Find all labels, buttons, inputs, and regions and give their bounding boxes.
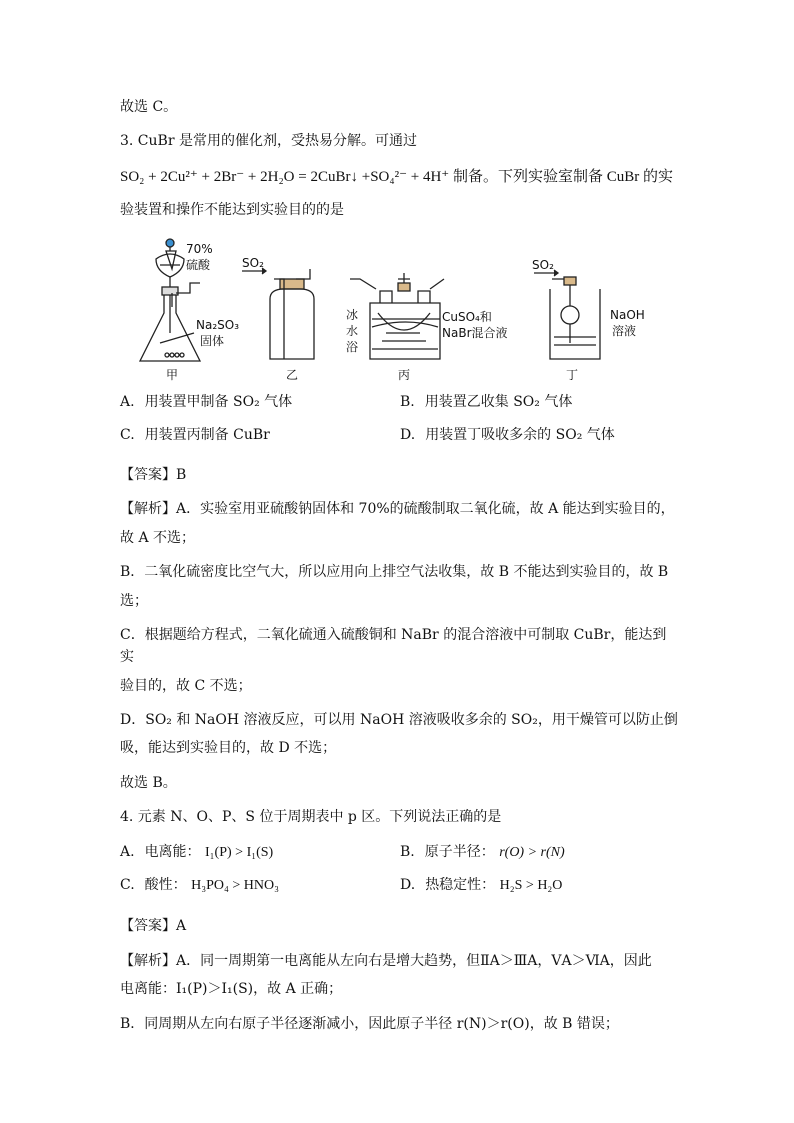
q4-analysis-line: 【解析】A．同一周期第一电离能从左向右是增大趋势，但ⅡA＞ⅢA，ⅤA＞ⅥA，因此 (120, 952, 652, 969)
q4-option-c[interactable]: C. 酸性： H₃PO₄ > HNO₃ (120, 877, 280, 894)
ding-gas-label: SO₂ (532, 258, 554, 273)
q3-stem-line2 (120, 165, 680, 189)
q3-options (120, 391, 680, 456)
q4-analysis-line: 电离能：I₁(P)＞I₁(S)，故 A 正确； (120, 981, 343, 998)
q4-analysis (120, 950, 680, 1035)
apparatus-figure (120, 233, 680, 383)
jia-acid-percent: 70% (186, 242, 213, 257)
jia-solid-state: 固体 (200, 334, 225, 349)
bing-solution-2: NaBr混合液 (442, 326, 508, 341)
q3-analysis-line: 故 A 不选； (120, 529, 196, 546)
q3-analysis-line: 验目的，故 C 不选； (120, 677, 252, 694)
q3-analysis-line: D．SO₂ 和 NaOH 溶液反应，可以用 NaOH 溶液吸收多余的 SO₂，用干燥管可以防止倒 (120, 712, 678, 729)
q3-option-d[interactable]: D. 用装置丁吸收多余的 SO₂ 气体 (400, 426, 615, 443)
bing-bath-2: 水 (346, 324, 359, 339)
bing-label: 丙 (398, 368, 411, 383)
bing-bath-3: 浴 (346, 340, 359, 355)
q3-option-a[interactable]: A. 用装置甲制备 SO₂ 气体 (120, 394, 293, 411)
q3-answer: 【答案】B (120, 466, 187, 483)
ding-solution-2: 溶液 (612, 324, 637, 339)
q3-stem-line1: 3. CuBr 是常用的催化剂，受热易分解。可通过 (120, 133, 417, 150)
q3-analysis-line: 故选 B。 (120, 774, 177, 791)
q3-option-b[interactable]: B. 用装置乙收集 SO₂ 气体 (400, 394, 573, 411)
q4-option-a[interactable]: A. 电离能： I₁(P) > I₁(S) (120, 843, 274, 860)
yi-gas-label: SO₂ (242, 256, 264, 271)
q3-analysis-line: 【解析】A．实验室用亚硫酸钠固体和 70%的硫酸制取二氧化硫，故 A 能达到实验目的， (120, 501, 675, 518)
q3-analysis-line: 选； (120, 592, 148, 609)
q3-option-c[interactable]: C. 用装置丙制备 CuBr (120, 426, 270, 443)
ding-solution-1: NaOH (610, 308, 645, 323)
q3-stem-line3: 验装置和操作不能达到实验目的的是 (120, 201, 344, 218)
q4-analysis-line: B．同周期从左向右原子半径逐渐减小，因此原子半径 r(N)＞r(O)，故 B 错误； (120, 1015, 619, 1032)
q3-analysis-line: B．二氧化硫密度比空气大，所以应用向上排空气法收集，故 B 不能达到实验目的，故 B (120, 564, 669, 581)
q4-options (120, 841, 680, 908)
q4-stem: 4. 元素 N、O、P、S 位于周期表中 p 区。下列说法正确的是 (120, 809, 502, 826)
jia-label: 甲 (166, 368, 179, 383)
document-page (120, 96, 680, 1047)
q4-option-b[interactable]: B. 原子半径： r(O) > r(N) (400, 843, 565, 860)
q4-option-d[interactable]: D. 热稳定性： H₂S > H₂O (400, 877, 563, 894)
jia-acid-name: 硫酸 (186, 258, 211, 273)
q3-equation: SO₂ + 2Cu²⁺ + 2Br⁻ + 2H₂O = 2CuBr↓ +SO₄²⁻ + 4H⁺ (120, 168, 450, 185)
apparatus-svg (120, 233, 680, 383)
yi-label: 乙 (286, 368, 299, 383)
q3-stem-line2-suffix: 制备。下列实验室制备 CuBr 的实 (452, 168, 673, 185)
q3-analysis (120, 498, 680, 794)
bing-bath-1: 冰 (346, 308, 359, 323)
bing-solution-1: CuSO₄和 (442, 310, 492, 325)
previous-answer-line: 故选 C。 (120, 99, 178, 115)
q3-analysis-line: 吸，能达到实验目的，故 D 不选； (120, 740, 337, 757)
q4-answer: 【答案】A (120, 918, 187, 935)
jia-solid-name: Na₂SO₃ (196, 318, 240, 333)
ding-label: 丁 (566, 368, 579, 383)
q3-analysis-line: C．根据题给方程式，二氧化硫通入硫酸铜和 NaBr 的混合溶液中可制取 CuBr，能达到实 (120, 626, 667, 666)
